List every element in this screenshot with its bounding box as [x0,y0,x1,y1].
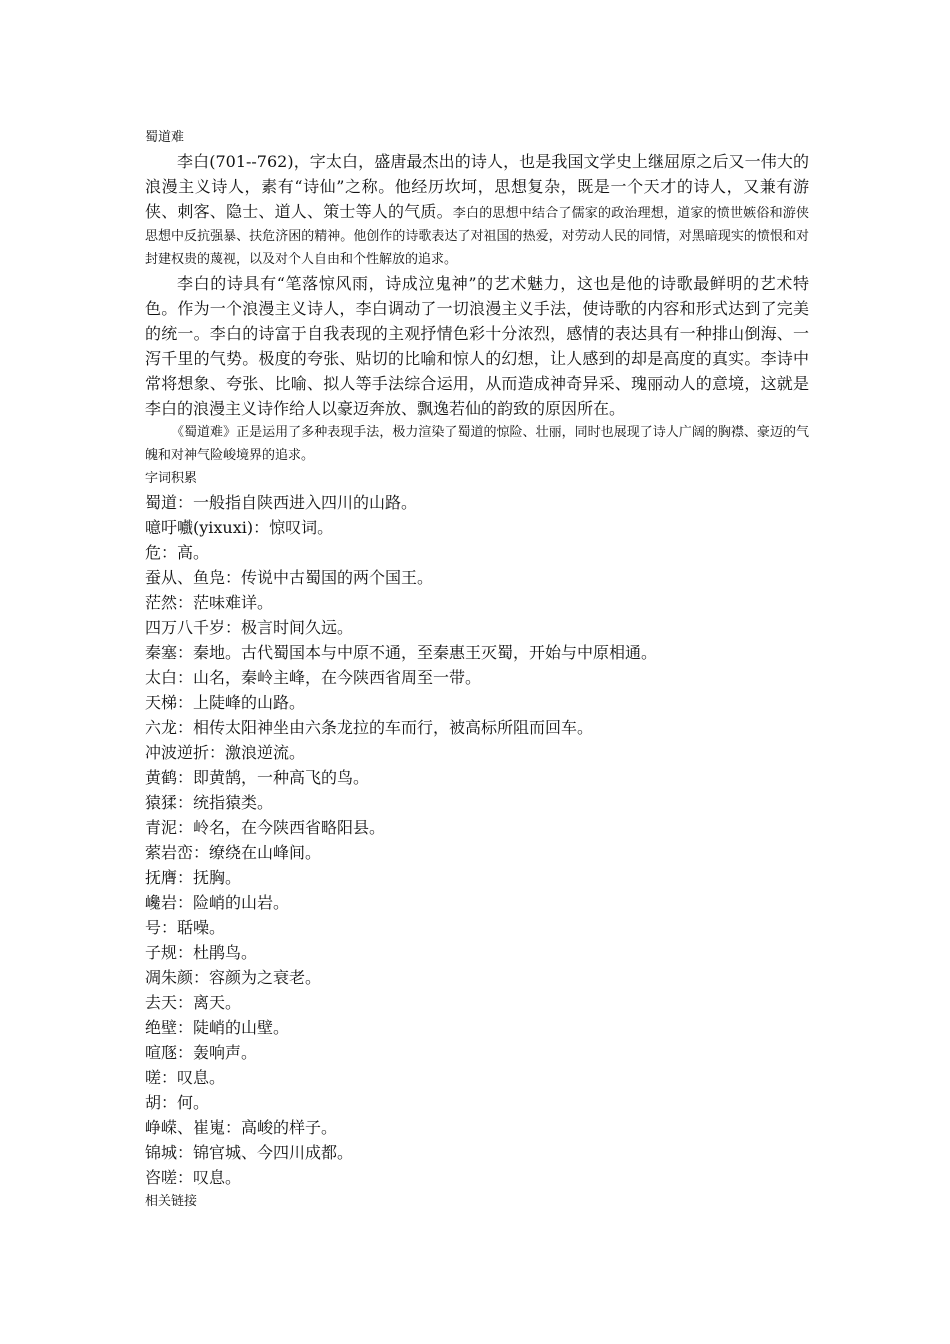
vocab-heading: 字词积累 [145,471,198,486]
vocab-item: 凋朱颜：容颜为之衰老。 [145,968,322,987]
vocab-item: 危：高。 [145,543,210,562]
vocab-item: 号：聒噪。 [145,918,226,937]
vocab-item: 抚膺：抚胸。 [145,868,242,887]
vocab-item: 冲波逆折：激浪逆流。 [145,743,306,762]
vocab-list [145,490,809,1190]
vocab-item: 锦城：锦官城、今四川成都。 [145,1143,354,1162]
intro-paragraph-1-large-text: 李白(701--762)，字太白，盛唐最杰出的诗人，也是我国文学史上继屈原之后又一伟大的浪漫主义诗人，素有“诗仙”之称。他经历坎坷，思想复杂，既是一个天才的诗人，又兼有游侠、刺客、隐士、道人、策士等人的气质。 [145,152,809,221]
vocab-item: 萦岩峦：缭绕在山峰间。 [145,843,322,862]
vocab-item: 秦塞：秦地。古代蜀国本与中原不通，至秦惠王灭蜀，开始与中原相通。 [145,643,658,662]
document-page [145,126,809,1213]
vocab-item: 子规：杜鹃鸟。 [145,943,258,962]
vocab-item: 峥嵘、崔嵬：高峻的样子。 [145,1118,338,1137]
vocab-item: 喧豗：轰响声。 [145,1043,258,1062]
vocab-item: 太白：山名，秦岭主峰，在今陕西省周至一带。 [145,668,482,687]
vocab-item: 黄鹤：即黄鹄，一种高飞的鸟。 [145,768,370,787]
vocab-item: 猿猱：统指猿类。 [145,793,274,812]
vocab-item: 蜀道：一般指自陕西进入四川的山路。 [145,493,418,512]
vocab-item: 绝壁：陡峭的山壁。 [145,1018,290,1037]
document-title: 蜀道难 [145,130,185,145]
vocab-item: 茫然：茫味难详。 [145,593,274,612]
vocab-item: 胡：何。 [145,1093,210,1112]
vocab-item: 六龙：相传太阳神坐由六条龙拉的车而行，被高标所阻而回车。 [145,718,594,737]
vocab-item: 咨嗟：叹息。 [145,1168,242,1187]
vocab-item: 噫吁嚱(yixuxi)：惊叹词。 [145,518,334,537]
intro-paragraph-3: 《蜀道难》正是运用了多种表现手法，极力渲染了蜀道的惊险、壮丽，同时也展现了诗人广阔的胸襟、豪迈的气魄和对神气险峻境界的追求。 [145,425,809,463]
vocab-item: 天梯：上陡峰的山路。 [145,693,306,712]
intro-paragraph-1 [145,149,809,271]
intro-paragraph-1-small-text: 李白的思想中结合了儒家的政治理想，道家的愤世嫉俗和游侠思想中反抗强暴、扶危济困的精神。他创作的诗歌表达了对祖国的热爱，对劳动人民的同情，对黑暗现实的愤恨和对封建权贵的蔑视，以及对个人自由和个性解放的追求。 [145,206,809,267]
vocab-item: 巉岩：险峭的山岩。 [145,893,290,912]
vocab-item: 蚕从、鱼凫：传说中古蜀国的两个国王。 [145,568,434,587]
vocab-item: 青泥：岭名，在今陕西省略阳县。 [145,818,386,837]
vocab-item: 四万八千岁：极言时间久远。 [145,618,354,637]
links-heading: 相关链接 [145,1194,198,1209]
vocab-item: 去天：离天。 [145,993,242,1012]
vocab-item: 嗟：叹息。 [145,1068,226,1087]
intro-paragraph-2: 李白的诗具有“笔落惊风雨，诗成泣鬼神”的艺术魅力，这也是他的诗歌最鲜明的艺术特色。作为一个浪漫主义诗人，李白调动了一切浪漫主义手法，使诗歌的内容和形式达到了完美的统一。李白的诗富于自我表现的主观抒情色彩十分浓烈，感情的表达具有一种排山倒海、一泻千里的气势。极度的夸张、贴切的比喻和惊人的幻想，让人感到的却是高度的真实。李诗中常将想象、夸张、比喻、拟人等手法综合运用，从而造成神奇异采、瑰丽动人的意境，这就是李白的浪漫主义诗作给人以豪迈奔放、飘逸若仙的韵致的原因所在。 [145,274,809,418]
